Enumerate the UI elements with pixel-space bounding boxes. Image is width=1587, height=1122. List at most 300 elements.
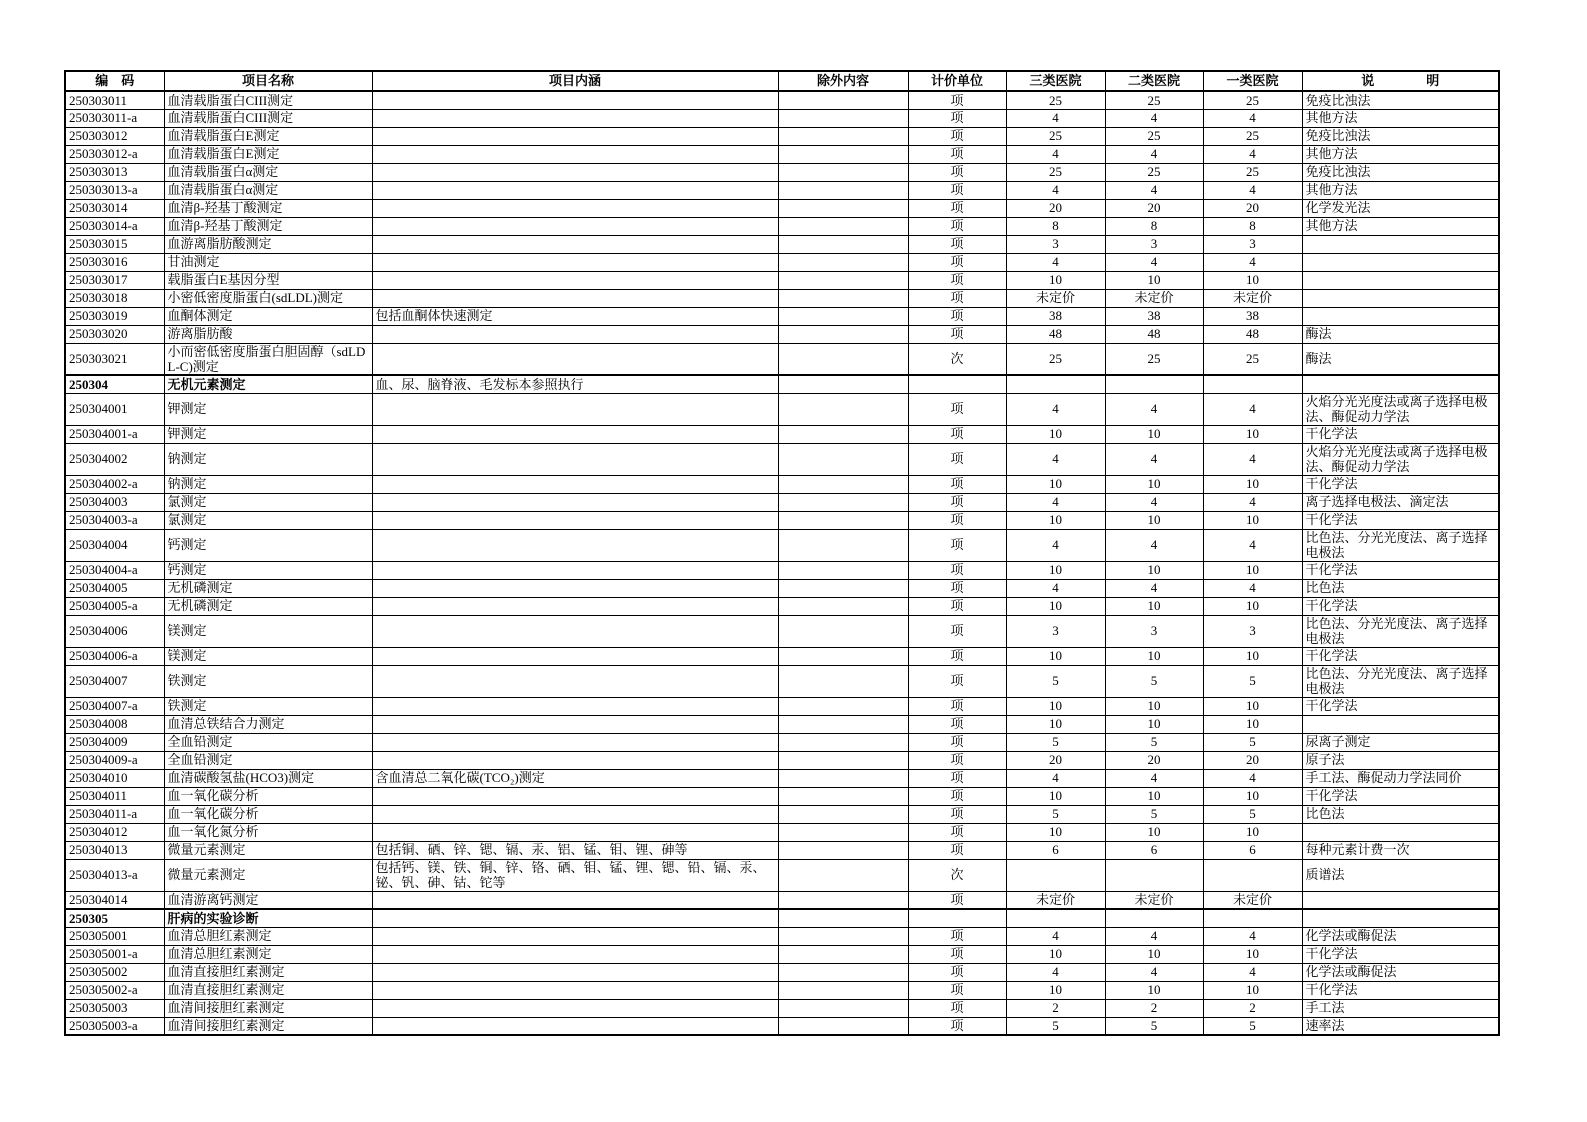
cell-tier2: 5 [1105, 665, 1203, 697]
cell-excluded [778, 665, 908, 697]
cell-excluded [778, 343, 908, 375]
cell-excluded [778, 325, 908, 343]
cell-unit: 项 [908, 289, 1006, 307]
cell-tier3: 10 [1006, 425, 1105, 443]
cell-tier2: 3 [1105, 235, 1203, 253]
cell-content [372, 271, 778, 289]
cell-content: 包括铜、硒、锌、锶、镉、汞、铝、锰、钼、锂、砷等 [372, 841, 778, 859]
cell-content [372, 733, 778, 751]
cell-name: 血清载脂蛋白CIII测定 [164, 109, 372, 127]
cell-code: 250304012 [65, 823, 164, 841]
cell-note: 手工法 [1302, 999, 1499, 1017]
cell-tier3: 3 [1006, 615, 1105, 647]
table-row [65, 253, 1499, 271]
cell-content [372, 787, 778, 805]
cell-content [372, 235, 778, 253]
cell-content [372, 217, 778, 235]
table-row [65, 475, 1499, 493]
cell-note: 其他方法 [1302, 181, 1499, 199]
cell-content [372, 529, 778, 561]
cell-tier2: 4 [1105, 145, 1203, 163]
cell-note: 其他方法 [1302, 217, 1499, 235]
cell-code: 250303014-a [65, 217, 164, 235]
cell-content [372, 981, 778, 999]
cell-tier1: 10 [1203, 981, 1302, 999]
column-header-code: 编 码 [65, 71, 164, 91]
cell-excluded [778, 163, 908, 181]
cell-content [372, 127, 778, 145]
cell-tier1: 4 [1203, 181, 1302, 199]
cell-code: 250304001-a [65, 425, 164, 443]
cell-code: 250304002-a [65, 475, 164, 493]
cell-content [372, 493, 778, 511]
cell-unit: 项 [908, 665, 1006, 697]
cell-name: 钙测定 [164, 529, 372, 561]
cell-name: 血清总胆红素测定 [164, 927, 372, 945]
cell-tier3: 38 [1006, 307, 1105, 325]
cell-name: 血清载脂蛋白E测定 [164, 127, 372, 145]
cell-content: 包括钙、镁、铁、铜、锌、铬、硒、钼、锰、锂、锶、铅、镉、汞、铋、钒、砷、钴、铊等 [372, 859, 778, 891]
cell-note: 干化学法 [1302, 475, 1499, 493]
table-row [65, 289, 1499, 307]
column-header-item-content: 项目内涵 [372, 71, 778, 91]
cell-excluded [778, 271, 908, 289]
cell-tier3: 10 [1006, 715, 1105, 733]
cell-tier3: 6 [1006, 841, 1105, 859]
cell-tier1: 10 [1203, 561, 1302, 579]
table-row [65, 217, 1499, 235]
cell-content [372, 909, 778, 927]
cell-content [372, 963, 778, 981]
table-row [65, 199, 1499, 217]
cell-tier3: 20 [1006, 199, 1105, 217]
cell-unit: 项 [908, 235, 1006, 253]
cell-content [372, 425, 778, 443]
cell-tier1: 10 [1203, 787, 1302, 805]
cell-tier3: 未定价 [1006, 891, 1105, 909]
cell-code: 250303012-a [65, 145, 164, 163]
cell-tier3: 10 [1006, 511, 1105, 529]
cell-tier2: 8 [1105, 217, 1203, 235]
cell-tier2: 2 [1105, 999, 1203, 1017]
cell-content [372, 999, 778, 1017]
cell-tier2: 4 [1105, 493, 1203, 511]
cell-code: 250303012 [65, 127, 164, 145]
cell-tier1: 10 [1203, 697, 1302, 715]
table-row [65, 787, 1499, 805]
cell-tier3: 3 [1006, 235, 1105, 253]
cell-tier1: 3 [1203, 235, 1302, 253]
cell-content [372, 561, 778, 579]
cell-code: 250304010 [65, 769, 164, 787]
cell-note [1302, 289, 1499, 307]
cell-note [1302, 823, 1499, 841]
cell-name: 血清载脂蛋白α测定 [164, 163, 372, 181]
table-row [65, 823, 1499, 841]
column-header-unit: 计价单位 [908, 71, 1006, 91]
cell-note [1302, 271, 1499, 289]
cell-note: 速率法 [1302, 1017, 1499, 1035]
cell-tier2: 10 [1105, 561, 1203, 579]
cell-code: 250305 [65, 909, 164, 927]
cell-name: 钠测定 [164, 443, 372, 475]
cell-content [372, 697, 778, 715]
cell-unit: 项 [908, 927, 1006, 945]
table-row [65, 343, 1499, 375]
table-row [65, 615, 1499, 647]
cell-note: 免疫比浊法 [1302, 127, 1499, 145]
cell-tier1: 38 [1203, 307, 1302, 325]
cell-unit: 项 [908, 715, 1006, 733]
cell-code: 250305003-a [65, 1017, 164, 1035]
cell-tier2: 4 [1105, 963, 1203, 981]
table-row [65, 751, 1499, 769]
cell-tier3: 48 [1006, 325, 1105, 343]
cell-unit: 项 [908, 199, 1006, 217]
cell-excluded [778, 393, 908, 425]
table-row [65, 127, 1499, 145]
cell-note: 干化学法 [1302, 945, 1499, 963]
cell-note [1302, 307, 1499, 325]
cell-tier3: 10 [1006, 475, 1105, 493]
cell-unit: 项 [908, 493, 1006, 511]
cell-tier3: 10 [1006, 561, 1105, 579]
cell-code: 250304014 [65, 891, 164, 909]
table-row [65, 805, 1499, 823]
cell-note: 尿离子测定 [1302, 733, 1499, 751]
cell-tier3: 4 [1006, 963, 1105, 981]
cell-content [372, 199, 778, 217]
cell-tier3: 25 [1006, 127, 1105, 145]
cell-tier2: 未定价 [1105, 289, 1203, 307]
cell-note: 酶法 [1302, 343, 1499, 375]
cell-code: 250303014 [65, 199, 164, 217]
cell-unit [908, 375, 1006, 393]
cell-tier1: 10 [1203, 511, 1302, 529]
cell-tier2: 4 [1105, 579, 1203, 597]
cell-name: 肝病的实验诊断 [164, 909, 372, 927]
cell-content [372, 181, 778, 199]
cell-code: 250304004-a [65, 561, 164, 579]
cell-name: 血游离脂肪酸测定 [164, 235, 372, 253]
cell-code: 250304008 [65, 715, 164, 733]
cell-unit: 项 [908, 579, 1006, 597]
cell-code: 250303021 [65, 343, 164, 375]
cell-tier1: 4 [1203, 493, 1302, 511]
cell-content [372, 325, 778, 343]
cell-tier3: 4 [1006, 493, 1105, 511]
cell-excluded [778, 891, 908, 909]
cell-note: 每种元素计费一次 [1302, 841, 1499, 859]
cell-name: 钙测定 [164, 561, 372, 579]
cell-excluded [778, 909, 908, 927]
cell-tier3: 5 [1006, 665, 1105, 697]
cell-tier3: 10 [1006, 271, 1105, 289]
cell-content [372, 443, 778, 475]
cell-content [372, 91, 778, 109]
cell-tier1 [1203, 909, 1302, 927]
cell-tier1: 3 [1203, 615, 1302, 647]
cell-unit: 项 [908, 733, 1006, 751]
cell-tier3: 10 [1006, 981, 1105, 999]
medical-price-table [64, 70, 1500, 1036]
table-row [65, 561, 1499, 579]
cell-unit: 项 [908, 145, 1006, 163]
cell-content [372, 1017, 778, 1035]
cell-tier3: 未定价 [1006, 289, 1105, 307]
cell-name: 微量元素测定 [164, 841, 372, 859]
cell-content [372, 511, 778, 529]
column-header-tier2-hospital: 二类医院 [1105, 71, 1203, 91]
cell-unit: 项 [908, 475, 1006, 493]
cell-unit: 项 [908, 91, 1006, 109]
cell-tier3: 8 [1006, 217, 1105, 235]
cell-note: 干化学法 [1302, 511, 1499, 529]
table-row [65, 1017, 1499, 1035]
cell-unit: 项 [908, 1017, 1006, 1035]
cell-content [372, 665, 778, 697]
cell-content [372, 805, 778, 823]
cell-name: 血清载脂蛋白CIII测定 [164, 91, 372, 109]
cell-code: 250303013 [65, 163, 164, 181]
cell-tier1: 5 [1203, 805, 1302, 823]
cell-content [372, 615, 778, 647]
cell-code: 250304003-a [65, 511, 164, 529]
cell-tier3: 4 [1006, 927, 1105, 945]
cell-unit: 项 [908, 841, 1006, 859]
cell-tier1: 8 [1203, 217, 1302, 235]
cell-note: 离子选择电极法、滴定法 [1302, 493, 1499, 511]
cell-tier1: 5 [1203, 1017, 1302, 1035]
cell-tier3: 25 [1006, 91, 1105, 109]
cell-excluded [778, 235, 908, 253]
cell-code: 250303011-a [65, 109, 164, 127]
cell-note: 火焰分光光度法或离子选择电极法、酶促动力学法 [1302, 393, 1499, 425]
cell-tier2: 4 [1105, 109, 1203, 127]
cell-content [372, 715, 778, 733]
cell-unit: 项 [908, 751, 1006, 769]
table-body [65, 91, 1499, 1035]
cell-note: 干化学法 [1302, 787, 1499, 805]
cell-tier2: 6 [1105, 841, 1203, 859]
cell-excluded [778, 145, 908, 163]
cell-code: 250304009-a [65, 751, 164, 769]
cell-tier2 [1105, 375, 1203, 393]
cell-excluded [778, 307, 908, 325]
cell-unit: 次 [908, 343, 1006, 375]
cell-excluded [778, 615, 908, 647]
cell-name: 血清间接胆红素测定 [164, 999, 372, 1017]
cell-excluded [778, 511, 908, 529]
cell-tier1: 5 [1203, 733, 1302, 751]
table-row [65, 325, 1499, 343]
cell-unit: 项 [908, 787, 1006, 805]
cell-code: 250304 [65, 375, 164, 393]
cell-excluded [778, 751, 908, 769]
table-row [65, 859, 1499, 891]
cell-tier1: 10 [1203, 271, 1302, 289]
table-row [65, 981, 1499, 999]
cell-name: 血清载脂蛋白α测定 [164, 181, 372, 199]
cell-excluded [778, 963, 908, 981]
cell-name: 小密低密度脂蛋白(sdLDL)测定 [164, 289, 372, 307]
cell-tier3: 4 [1006, 443, 1105, 475]
cell-tier1: 20 [1203, 199, 1302, 217]
cell-code: 250303011 [65, 91, 164, 109]
cell-excluded [778, 217, 908, 235]
table-row [65, 999, 1499, 1017]
cell-tier3: 2 [1006, 999, 1105, 1017]
cell-unit: 项 [908, 823, 1006, 841]
cell-tier1: 2 [1203, 999, 1302, 1017]
cell-tier1: 10 [1203, 475, 1302, 493]
cell-excluded [778, 859, 908, 891]
cell-tier2: 10 [1105, 425, 1203, 443]
cell-unit: 项 [908, 271, 1006, 289]
cell-note: 比色法、分光光度法、离子选择电极法 [1302, 529, 1499, 561]
cell-tier1: 4 [1203, 145, 1302, 163]
column-header-excluded: 除外内容 [778, 71, 908, 91]
cell-tier2: 10 [1105, 271, 1203, 289]
cell-code: 250303013-a [65, 181, 164, 199]
cell-tier3: 10 [1006, 597, 1105, 615]
cell-content: 血、尿、脑脊液、毛发标本参照执行 [372, 375, 778, 393]
cell-tier1: 未定价 [1203, 891, 1302, 909]
cell-note: 酶法 [1302, 325, 1499, 343]
cell-tier1: 10 [1203, 425, 1302, 443]
cell-unit: 项 [908, 511, 1006, 529]
cell-tier2: 10 [1105, 787, 1203, 805]
cell-content [372, 109, 778, 127]
cell-note: 比色法、分光光度法、离子选择电极法 [1302, 615, 1499, 647]
table-row [65, 145, 1499, 163]
cell-name: 钠测定 [164, 475, 372, 493]
cell-tier3: 20 [1006, 751, 1105, 769]
cell-tier1: 4 [1203, 443, 1302, 475]
column-header-tier1-hospital: 一类医院 [1203, 71, 1302, 91]
cell-tier3: 25 [1006, 343, 1105, 375]
cell-unit: 项 [908, 697, 1006, 715]
cell-unit: 项 [908, 393, 1006, 425]
table-row [65, 375, 1499, 393]
cell-content [372, 163, 778, 181]
cell-code: 250303017 [65, 271, 164, 289]
cell-tier2: 20 [1105, 751, 1203, 769]
table-row [65, 163, 1499, 181]
cell-unit: 项 [908, 529, 1006, 561]
cell-content [372, 393, 778, 425]
cell-tier1: 4 [1203, 393, 1302, 425]
cell-code: 250303020 [65, 325, 164, 343]
table-row [65, 109, 1499, 127]
cell-note: 干化学法 [1302, 981, 1499, 999]
table-row [65, 597, 1499, 615]
cell-unit [908, 909, 1006, 927]
cell-unit: 项 [908, 647, 1006, 665]
cell-code: 250303019 [65, 307, 164, 325]
cell-unit: 项 [908, 217, 1006, 235]
column-header-item-name: 项目名称 [164, 71, 372, 91]
cell-tier2: 4 [1105, 253, 1203, 271]
cell-tier1: 4 [1203, 769, 1302, 787]
cell-tier3: 10 [1006, 823, 1105, 841]
cell-tier2: 10 [1105, 715, 1203, 733]
cell-unit: 项 [908, 999, 1006, 1017]
cell-note: 质谱法 [1302, 859, 1499, 891]
cell-tier1: 4 [1203, 963, 1302, 981]
cell-code: 250304007-a [65, 697, 164, 715]
table-row [65, 963, 1499, 981]
cell-code: 250303015 [65, 235, 164, 253]
table-row [65, 443, 1499, 475]
cell-tier2: 5 [1105, 1017, 1203, 1035]
cell-name: 微量元素测定 [164, 859, 372, 891]
cell-code: 250304004 [65, 529, 164, 561]
cell-tier2: 5 [1105, 805, 1203, 823]
cell-code: 250303018 [65, 289, 164, 307]
cell-tier3 [1006, 909, 1105, 927]
cell-tier1: 4 [1203, 579, 1302, 597]
cell-excluded [778, 787, 908, 805]
cell-note: 免疫比浊法 [1302, 91, 1499, 109]
cell-note: 比色法、分光光度法、离子选择电极法 [1302, 665, 1499, 697]
cell-content [372, 145, 778, 163]
cell-note [1302, 375, 1499, 393]
cell-unit: 项 [908, 945, 1006, 963]
cell-tier3 [1006, 375, 1105, 393]
cell-note: 其他方法 [1302, 109, 1499, 127]
cell-tier2: 20 [1105, 199, 1203, 217]
cell-note: 手工法、酶促动力学法同价 [1302, 769, 1499, 787]
cell-name: 血清直接胆红素测定 [164, 981, 372, 999]
table-row [65, 715, 1499, 733]
cell-tier1 [1203, 375, 1302, 393]
cell-excluded [778, 109, 908, 127]
table-row [65, 271, 1499, 289]
cell-unit: 项 [908, 253, 1006, 271]
cell-tier2 [1105, 859, 1203, 891]
cell-content [372, 597, 778, 615]
table-row [65, 181, 1499, 199]
cell-unit: 项 [908, 127, 1006, 145]
table-row [65, 493, 1499, 511]
cell-tier3: 10 [1006, 697, 1105, 715]
table-row [65, 909, 1499, 927]
table-row [65, 769, 1499, 787]
cell-note: 其他方法 [1302, 145, 1499, 163]
table-row [65, 235, 1499, 253]
cell-tier2: 4 [1105, 393, 1203, 425]
cell-tier2: 10 [1105, 597, 1203, 615]
cell-tier2: 10 [1105, 511, 1203, 529]
cell-tier2: 48 [1105, 325, 1203, 343]
cell-name: 载脂蛋白E基因分型 [164, 271, 372, 289]
cell-unit: 项 [908, 307, 1006, 325]
cell-excluded [778, 493, 908, 511]
cell-unit: 项 [908, 109, 1006, 127]
cell-code: 250304001 [65, 393, 164, 425]
cell-tier2: 10 [1105, 945, 1203, 963]
cell-tier1: 10 [1203, 945, 1302, 963]
cell-note: 干化学法 [1302, 561, 1499, 579]
table-row [65, 841, 1499, 859]
cell-tier1: 4 [1203, 109, 1302, 127]
cell-name: 小而密低密度脂蛋白胆固醇（sdLDL-C)测定 [164, 343, 372, 375]
cell-content [372, 647, 778, 665]
cell-note [1302, 235, 1499, 253]
table-row [65, 425, 1499, 443]
cell-content [372, 343, 778, 375]
